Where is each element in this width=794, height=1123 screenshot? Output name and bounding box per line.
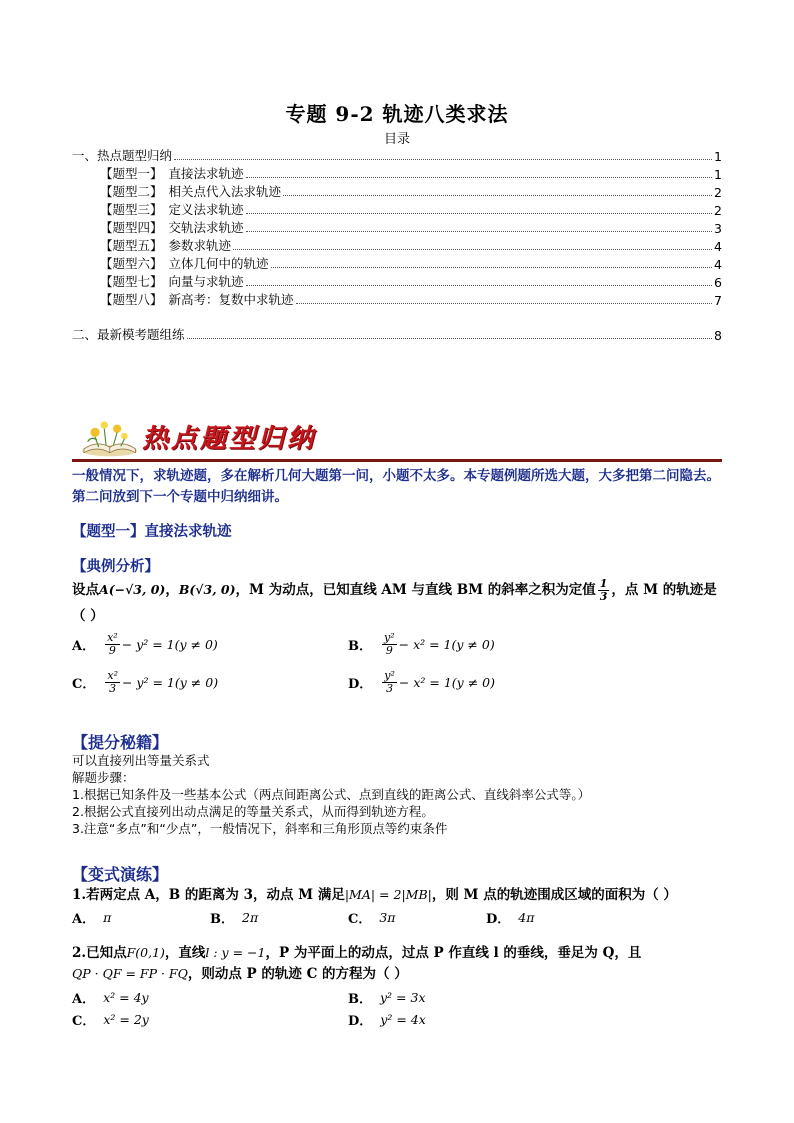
toc-leader — [246, 177, 713, 178]
tip-line: 可以直接列出等量关系式 — [72, 753, 210, 768]
toc-label: 最新模考题组练 — [97, 327, 185, 342]
toc-label: 向量与求轨迹 — [168, 274, 244, 289]
intro-paragraph: 一般情况下，求轨迹题，多在解析几何大题第一问，小题不太多。本专题例题所选大题，大多把第二问隐去。第二问放到下一个专题中归纳细讲。 — [72, 468, 720, 505]
toc-leader — [296, 303, 713, 304]
tip-line: 2.根据公式直接列出动点满足的等量关系式，从而得到轨迹方程。 — [72, 804, 434, 819]
toc-row[interactable] — [100, 164, 722, 182]
toc-tag: 【题型一】 — [100, 166, 163, 181]
point-a: A(−√3, 0) — [99, 582, 166, 597]
toc-row[interactable] — [100, 254, 722, 272]
toc-label: 参数求轨迹 — [168, 238, 232, 253]
toc-leader — [246, 285, 713, 286]
toc-row[interactable] — [100, 218, 722, 236]
tip-line: 3.注意“多点”和“少点”，一般情况下，斜率和三角形顶点等约束条件 — [72, 821, 448, 836]
toc-page: 1 — [714, 167, 722, 182]
toc-label: 定义法求轨迹 — [168, 202, 244, 217]
tip-line: 解题步骤： — [72, 770, 135, 785]
distance-condition: |MA| = 2|MB| — [344, 887, 432, 902]
toc-tag: 【题型五】 — [100, 238, 163, 253]
q1-option-d[interactable]: D． 4π — [486, 910, 535, 927]
toc-label: 立体几何中的轨迹 — [168, 256, 269, 271]
toc-tag: 【题型七】 — [100, 274, 163, 289]
q1-option-a[interactable]: A． π — [72, 910, 112, 927]
toc-page: 8 — [714, 328, 722, 343]
toc-row[interactable] — [72, 325, 722, 343]
toc-page: 2 — [714, 185, 722, 200]
toc-tag: 【题型四】 — [100, 220, 163, 235]
toc-heading: 目录 — [383, 132, 410, 147]
toc-row[interactable] — [100, 236, 722, 254]
q2-option-a[interactable]: A． x² = 4y — [72, 990, 149, 1007]
toc-tag: 【题型六】 — [100, 256, 163, 271]
toc-leader — [271, 267, 713, 268]
toc-leader — [187, 338, 713, 339]
banner-rule — [72, 459, 722, 462]
toc-tag: 【题型二】 — [100, 184, 163, 199]
tips-heading: 【提分秘籍】 — [72, 733, 169, 752]
toc-page: 6 — [714, 275, 722, 290]
toc-leader — [246, 231, 713, 232]
toc-label: 交轨法求轨迹 — [168, 220, 244, 235]
point-b: B(√3, 0) — [178, 582, 236, 597]
toc-page: 4 — [714, 257, 722, 272]
book-illustration-icon — [72, 414, 142, 460]
example-heading: 【典例分析】 — [72, 558, 159, 575]
page-title: 专题 9-2 轨迹八类求法 — [285, 102, 509, 126]
q1-option-c[interactable]: C． 3π — [348, 910, 396, 927]
toc-page: 1 — [714, 149, 722, 164]
answer-paren: （ ） — [72, 608, 104, 624]
q2-option-c[interactable]: C． x² = 2y — [72, 1012, 149, 1029]
toc-page: 7 — [714, 293, 722, 308]
example-question: 设点A(−√3, 0)，B(√3, 0)，M 为动点，已知直线 AM 与直线 BM 的斜率之积为定值 $\frac{1}{3}$ ，点 M 的轨迹是 — [72, 577, 717, 603]
toc-leader — [246, 213, 713, 214]
toc-row[interactable] — [100, 182, 722, 200]
toc-leader — [233, 249, 712, 250]
banner-title: 热点题型归纳 — [142, 424, 317, 454]
toc-label: 直接法求轨迹 — [168, 166, 244, 181]
toc-page: 2 — [714, 203, 722, 218]
option-d[interactable]: D． $\frac{\text{y²}}{3}$ − x² = 1(y ≠ 0) — [348, 669, 495, 695]
toc-page: 4 — [714, 239, 722, 254]
toc-label: 新高考：复数中求轨迹 — [168, 292, 294, 307]
option-c[interactable]: C． $\frac{\text{x²}}{3}$ − y² = 1(y ≠ 0) — [72, 669, 219, 695]
toc-leader — [283, 195, 712, 196]
toc-row[interactable] — [100, 290, 722, 308]
toc-tag: 【题型八】 — [100, 292, 163, 307]
toc-page: 3 — [714, 221, 722, 236]
toc-leader — [174, 159, 712, 160]
drill-question-2: 2.已知点F(0,1)，直线l : y = −1，P 为平面上的动点，过点 P 作直线 l 的垂线，垂足为 Q，且 — [72, 945, 642, 961]
q1-option-b[interactable]: B． 2π — [210, 910, 259, 927]
vector-condition: QP · QF = FP · FQ — [72, 966, 188, 981]
toc-tag: 二、 — [72, 327, 98, 342]
drill-question-1: 1.若两定点 A，B 的距离为 3，动点 M 满足|MA| = 2|MB|，则 M 点的轨迹围成区域的面积为（ ） — [72, 887, 677, 903]
option-a[interactable]: A． $\frac{\text{x²}}{9}$ − y² = 1(y ≠ 0) — [72, 631, 218, 657]
tip-line: 1.根据已知条件及一些基本公式（两点间距离公式、点到直线的距离公式、直线斜率公式等。） — [72, 787, 591, 802]
drill-question-2-line2: QP · QF = FP · FQ，则动点 P 的轨迹 C 的方程为（ ） — [72, 966, 408, 982]
toc-label: 相关点代入法求轨迹 — [168, 184, 282, 199]
toc-label: 热点题型归纳 — [97, 148, 173, 163]
option-b[interactable]: B． $\frac{\text{y²}}{9}$ − x² = 1(y ≠ 0) — [348, 631, 495, 657]
q2-option-d[interactable]: D． y² = 4x — [348, 1012, 426, 1029]
toc-tag: 【题型三】 — [100, 202, 163, 217]
q2-option-b[interactable]: B． y² = 3x — [348, 990, 426, 1007]
toc-row[interactable] — [100, 272, 722, 290]
section-heading: 【题型一】直接法求轨迹 — [72, 523, 232, 540]
drill-heading: 【变式演练】 — [72, 865, 169, 884]
toc-row[interactable] — [72, 146, 722, 164]
toc-row[interactable] — [100, 200, 722, 218]
toc-tag: 一、 — [72, 148, 98, 163]
slope-fraction: $\frac{1}{3}$ — [599, 577, 608, 603]
